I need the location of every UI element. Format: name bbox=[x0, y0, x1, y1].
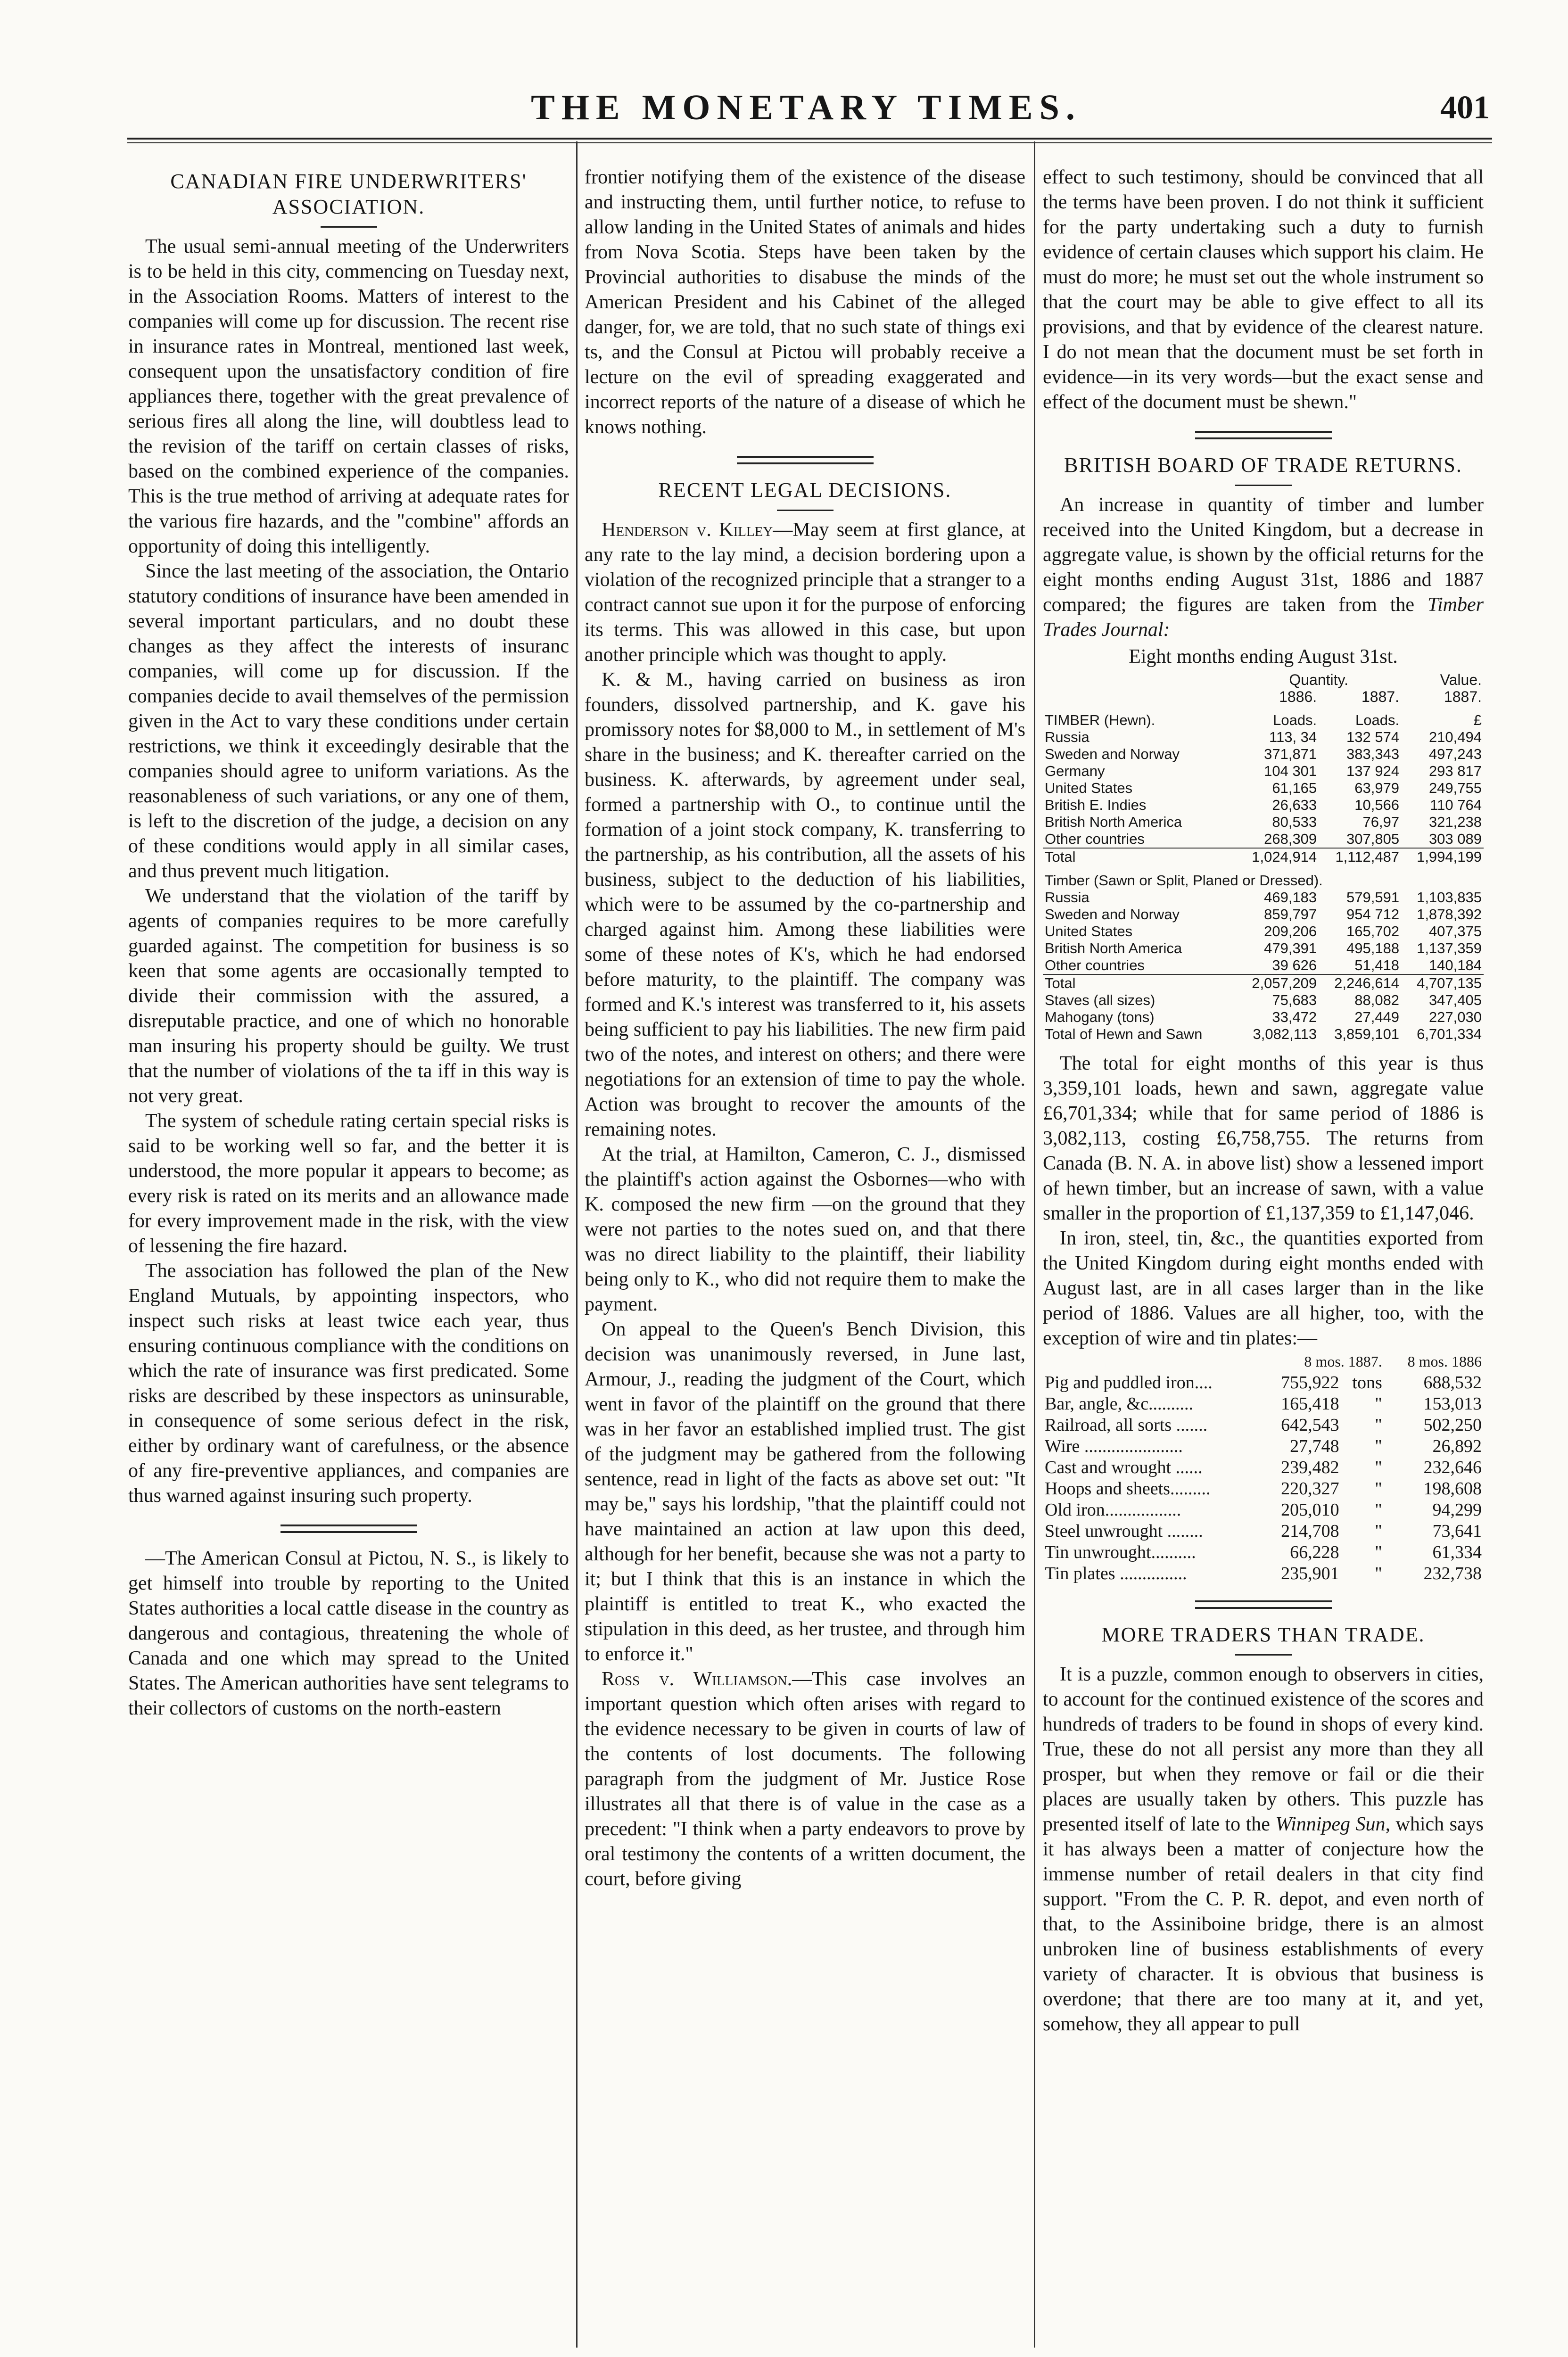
text: It is a puzzle, common enough to observers in cities, to account for the continued existence of the scores and hundreds of traders to be found in shops of every kind. True, these do not all persist any more than they all prosper, but when they remove or fail or die their places are usually taken by others. This puzzle has presented itself of late to the bbox=[1043, 1664, 1484, 1835]
unit: " bbox=[1375, 1564, 1382, 1583]
value-1886: 198,608 bbox=[1423, 1479, 1482, 1499]
short-rule bbox=[1235, 1654, 1292, 1656]
intro-text: An increase in quantity of timber and lumber received into the United Kingdom, but a decrease in aggregate value, is shown by the official returns for the eight months ending August 31st, 1886 and 1887 compared; the figures are taken from the bbox=[1043, 494, 1484, 616]
quantity-1887: 383,343 bbox=[1346, 746, 1400, 762]
table-row bbox=[1043, 923, 1484, 940]
table-caption: Eight months ending August 31st. bbox=[1129, 646, 1398, 668]
paragraph bbox=[585, 1667, 1025, 1892]
short-rule bbox=[777, 510, 834, 511]
table-row bbox=[1043, 1521, 1484, 1542]
value-1887: 239,482 bbox=[1281, 1458, 1339, 1477]
quantity-1887: 137 924 bbox=[1346, 763, 1400, 779]
table-row bbox=[1043, 992, 1484, 1009]
table-row bbox=[1043, 1542, 1484, 1563]
header-rule bbox=[127, 138, 1492, 140]
table-row bbox=[1043, 729, 1484, 746]
table-row bbox=[1043, 746, 1484, 763]
quantity-1887: 495,188 bbox=[1346, 940, 1400, 956]
page-number: 401 bbox=[1440, 90, 1490, 126]
unit: £ bbox=[1473, 712, 1482, 728]
unit: " bbox=[1375, 1415, 1382, 1435]
country-name: British North America bbox=[1045, 814, 1182, 830]
quantity-1887: 76,97 bbox=[1362, 814, 1400, 830]
value-1887: 66,228 bbox=[1290, 1542, 1339, 1562]
quantity-1886: 104 301 bbox=[1264, 763, 1317, 779]
table-row bbox=[1043, 889, 1484, 906]
page-header bbox=[123, 87, 1490, 144]
table-row bbox=[1043, 1457, 1484, 1478]
col-1886: 1886. bbox=[1279, 688, 1317, 705]
table-row bbox=[1043, 1009, 1484, 1026]
metals-table bbox=[1043, 1351, 1484, 1584]
quantity-1886: 113, 34 bbox=[1269, 729, 1317, 745]
country-name: United States bbox=[1045, 780, 1133, 796]
item-name: Staves (all sizes) bbox=[1045, 992, 1155, 1008]
value-1886: 232,646 bbox=[1423, 1458, 1482, 1477]
unit: " bbox=[1375, 1521, 1382, 1541]
quantity-1886: 61,165 bbox=[1272, 780, 1317, 796]
quantity-1886: 75,683 bbox=[1272, 992, 1317, 1008]
column-1 bbox=[128, 165, 569, 2333]
table-row bbox=[1043, 797, 1484, 814]
unit: " bbox=[1375, 1458, 1382, 1477]
paragraph: —The American Consul at Pictou, N. S., is likely to get himself into trouble by reporting to the United States authorities a local cattle disease in the country as dangerous and contagious, threatening the whole of Canada and one which may spread to the United States. The American authorities have sent telegrams to their collectors of customs on the north-eastern bbox=[128, 1548, 569, 1719]
section-label: TIMBER (Hewn). bbox=[1045, 712, 1155, 728]
col-value-1887: 1887. bbox=[1444, 688, 1482, 705]
item-name: Total of Hewn and Sawn bbox=[1045, 1026, 1203, 1042]
value-1887: 321,238 bbox=[1428, 814, 1482, 830]
quantity-1887: 51,418 bbox=[1354, 957, 1400, 973]
text: which says it has always been a matter of conjecture how the immense number of retail dealers in that city find support. "From the C. P. R. depot, and even north of that, to the Assiniboine bridge, there is an almost unbroken line of business establishments of every variety of character. It is obvious that business is overdone; that there are too many at it, and yet, somehow, they all appear to pull bbox=[1043, 1813, 1484, 2035]
country-name: Sweden and Norway bbox=[1045, 746, 1180, 762]
unit: " bbox=[1375, 1500, 1382, 1520]
value-1887: 1,103,835 bbox=[1417, 889, 1482, 906]
table-row bbox=[1043, 1372, 1484, 1393]
table-row bbox=[1043, 1436, 1484, 1457]
country-name: Germany bbox=[1045, 763, 1105, 779]
quantity-1886: 209,206 bbox=[1264, 923, 1317, 940]
column-divider bbox=[576, 141, 578, 2348]
value-1887: 347,405 bbox=[1428, 992, 1482, 1008]
unit: " bbox=[1375, 1542, 1382, 1562]
quantity-1886: 469,183 bbox=[1264, 889, 1317, 906]
section-divider bbox=[1195, 431, 1332, 439]
total-row bbox=[1043, 974, 1484, 992]
metal-name: Tin plates ............... bbox=[1045, 1564, 1187, 1583]
quantity-1887: 954 712 bbox=[1346, 906, 1400, 923]
value-1887: 4,707,135 bbox=[1401, 974, 1484, 992]
paragraph: frontier notifying them of the existence of the disease and instructing them, until further notice, to refuse to allow landing in the United States of animals and hides from Nova Scotia. Steps have been taken by the Provincial authorities to disabuse the minds of the American President and his Cabinet of the alleged danger, for, we are told, that no such state of things exi ts, and the Consul at Pictou will probably receive a lecture on the evil of spreading exaggerated and incorrect reports of the nature of a disease of which he knows nothing. bbox=[585, 166, 1025, 438]
value-1887: 227,030 bbox=[1428, 1009, 1482, 1025]
newspaper-name: Winnipeg Sun, bbox=[1275, 1813, 1391, 1835]
value-1887: 755,922 bbox=[1281, 1373, 1339, 1393]
col-8mos-1886: 8 mos. 1886 bbox=[1407, 1353, 1482, 1370]
value-1887: 165,418 bbox=[1281, 1394, 1339, 1414]
quantity-1886: 33,472 bbox=[1272, 1009, 1317, 1025]
value-1886: 688,532 bbox=[1423, 1373, 1482, 1393]
value-1887: 642,543 bbox=[1281, 1415, 1339, 1435]
article-heading: CANADIAN FIRE UNDERWRITERS' ASSOCIATION. bbox=[170, 170, 527, 218]
quantity-1886: 479,391 bbox=[1264, 940, 1317, 956]
table-row bbox=[1043, 780, 1484, 797]
country-name: United States bbox=[1045, 923, 1133, 940]
value-1887: 1,994,199 bbox=[1401, 848, 1484, 865]
paragraph: In iron, steel, tin, &c., the quantities exported from the United Kingdom during eight months ended with August last, are in all cases larger than in the like period of 1886. Values are all higher, too, with the exception of wire and tin plates:— bbox=[1043, 1228, 1484, 1349]
metal-name: Hoops and sheets......... bbox=[1045, 1479, 1211, 1499]
value-1887: 293 817 bbox=[1428, 763, 1482, 779]
article-heading: MORE TRADERS THAN TRADE. bbox=[1101, 1623, 1425, 1646]
value-1887: 6,701,334 bbox=[1417, 1026, 1482, 1042]
quantity-1886: 2,057,209 bbox=[1236, 974, 1319, 992]
metal-name: Cast and wrought ...... bbox=[1045, 1458, 1203, 1477]
country-name: Russia bbox=[1045, 889, 1089, 906]
unit: Loads. bbox=[1355, 712, 1400, 728]
value-1887: 140,184 bbox=[1428, 957, 1482, 973]
country-name: Total bbox=[1043, 848, 1236, 865]
paragraph bbox=[585, 518, 1025, 668]
quantity-1887: 88,082 bbox=[1354, 992, 1400, 1008]
value-1886: 232,738 bbox=[1423, 1564, 1482, 1583]
quantity-1887: 2,246,614 bbox=[1319, 974, 1401, 992]
country-name: British E. Indies bbox=[1045, 797, 1147, 813]
value-1887: 27,748 bbox=[1290, 1436, 1339, 1456]
unit: Loads. bbox=[1273, 712, 1317, 728]
quantity-1886: 3,082,113 bbox=[1253, 1026, 1317, 1042]
quantity-1886: 371,871 bbox=[1264, 746, 1317, 762]
unit: " bbox=[1375, 1394, 1382, 1414]
country-name: British North America bbox=[1045, 940, 1182, 956]
metal-name: Wire ...................... bbox=[1045, 1436, 1183, 1456]
case-text: —May seem at first glance, at any rate to the lay mind, a decision bordering upon a violation of the recognized principle that a stranger to a contract cannot sue upon it for the purpose of enforcing its terms. This was allowed in this case, but upon another principle which was thought to apply. bbox=[585, 519, 1025, 666]
table-row bbox=[1043, 940, 1484, 957]
quantity-1886: 80,533 bbox=[1272, 814, 1317, 830]
unit: tons bbox=[1352, 1373, 1382, 1393]
quantity-1886: 39 626 bbox=[1272, 957, 1317, 973]
value-1887: 497,243 bbox=[1428, 746, 1482, 762]
journal-name: Timber Trades Journal: bbox=[1043, 594, 1484, 641]
unit: " bbox=[1375, 1436, 1382, 1456]
paragraph: K. & M., having carried on business as iron founders, dissolved partnership, and K. gave his promissory notes for $8,000 to M., in settlement of M's share in the business; and K. thereafter carried on the business. K. afterwards, by agreement under seal, formed a partnership with O., to continue until the formation of a joint stock company, K. transferring to the partnership, as his contribution, all the assets of his business, subject to the deduction of his liabilities, which were to be assumed by the co-partnership and charged against him. Among these liabilities were some of these notes of K's, which he had endorsed before maturity, to the plaintiff. The company was formed and K.'s interest was transferred to it, his assets being sufficient to pay his liabilities. The new firm paid two of the notes, and interest on others; and there were negotiations for an extension of time to pay the whole. Action was brought to recover the amounts of the remaining notes. bbox=[585, 669, 1025, 1140]
metal-name: Steel unwrought ........ bbox=[1045, 1521, 1203, 1541]
country-name: Other countries bbox=[1045, 957, 1145, 973]
quantity-1886: 859,797 bbox=[1264, 906, 1317, 923]
paragraph bbox=[1043, 493, 1484, 643]
item-name: Mahogany (tons) bbox=[1045, 1009, 1155, 1025]
article-heading: BRITISH BOARD OF TRADE RETURNS. bbox=[1064, 453, 1462, 477]
paragraph bbox=[1043, 1662, 1484, 2037]
table-row bbox=[1043, 957, 1484, 974]
paragraph: On appeal to the Queen's Bench Division, this decision was unanimously reversed, in June last, Armour, J., reading the judgment of the Court, which went in favor of the plaintiff on the ground that there was in her favor an established implied trust. The gist of the judgment may be gathered from the following sentence, read in light of the facts as above set out: "It may be," says his lordship, "that the plaintiff could not have maintained an action at law upon this deed, although for her benefit, because she was not a party to it; but I think that this is an instance in which the plaintiff is entitled to treat K., who exacted the stipulation in this deed, as her trustee, and through him to enforce it." bbox=[585, 1319, 1025, 1665]
section-label: Timber (Sawn or Split, Planed or Dressed). bbox=[1045, 872, 1323, 889]
metal-name: Old iron................. bbox=[1045, 1500, 1181, 1520]
value-1887: 249,755 bbox=[1428, 780, 1482, 796]
value-1887: 407,375 bbox=[1428, 923, 1482, 940]
paragraph: The system of schedule rating certain special risks is said to be working well so far, and the better it is understood, the more popular it appears to become; as every risk is rated on its merits and an allowance made for every improvement made in the risk, with the view of lessening the fire hazard. bbox=[128, 1110, 569, 1257]
table-row bbox=[1043, 763, 1484, 780]
article-heading: RECENT LEGAL DECISIONS. bbox=[658, 478, 952, 502]
case-text: .—This case involves an important question which often arises with regard to the evidence necessary to be given in courts of law of the contents of lost documents. The following paragraph from the judgment of Mr. Justice Rose illustrates all that there is of value in the case as a precedent: "I think when a party endeavors to prove by oral testimony the contents of a written document, the court, before giving bbox=[585, 1668, 1025, 1890]
section-divider bbox=[737, 456, 874, 464]
paragraph: The association has followed the plan of the New England Mutuals, by appointing inspectors, who inspect such risks at least twice each year, thus ensuring continuous compliance with the conditions on which the rate of insurance was first predicated. Some risks are described by these inspectors as uninsurable, in consequence of some serious defect in the risk, either by ordinary want of carefulness, or the absence of any fire-preventive appliances, and companies are thus warned against insuring such property. bbox=[128, 1260, 569, 1507]
paragraph: The usual semi-annual meeting of the Underwriters is to be held in this city, commencing on Tuesday next, in the Association Rooms. Matters of interest to the companies will come up for discussion. The recent rise in insurance rates in Montreal, mentioned last week, consequent upon the unsatisfactory condition of fire appliances there, together with the great prevalence of serious fires all along the line, will doubtless lead to the revision of the tariff on certain classes of risks, based on the combined experience of the companies. This is the true method of arriving at adequate rates for the various fire hazards, and the "combine" affords an opportunity of doing this intelligently. bbox=[128, 236, 569, 557]
column-3 bbox=[1043, 165, 1484, 2333]
value-1886: 73,641 bbox=[1432, 1521, 1482, 1541]
paragraph: At the trial, at Hamilton, Cameron, C. J., dismissed the plaintiff's action against the Osbornes—who with K. composed the new firm —on the ground that they were not parties to the notes sued on, and that there was no direct liability to the plaintiff, their liability being only to K., who did not require them to make the payment. bbox=[585, 1144, 1025, 1315]
value-1887: 235,901 bbox=[1281, 1564, 1339, 1583]
value-1887: 303 089 bbox=[1428, 831, 1482, 847]
value-1887: 220,327 bbox=[1281, 1479, 1339, 1499]
col-group-value: Value. bbox=[1440, 671, 1482, 688]
col-1887: 1887. bbox=[1361, 688, 1400, 705]
value-1887: 210,494 bbox=[1428, 729, 1482, 745]
section-divider bbox=[1195, 1600, 1332, 1609]
total-row bbox=[1043, 848, 1484, 865]
country-name: Russia bbox=[1045, 729, 1089, 745]
value-1887: 205,010 bbox=[1281, 1500, 1339, 1520]
paragraph: The total for eight months of this year is thus 3,359,101 loads, hewn and sawn, aggregate value £6,701,334; while that for same period of 1886 is 3,082,113, costing £6,758,755. The returns from Canada (B. N. A. in above list) show a lessened import of hewn timber, but an increase of sawn, with a value smaller in the proportion of £1,137,359 to £1,147,046. bbox=[1043, 1053, 1484, 1224]
value-1887: 110 764 bbox=[1430, 797, 1482, 813]
col-group-quantity: Quantity. bbox=[1289, 671, 1349, 688]
header-rule-thin bbox=[127, 142, 1492, 143]
paragraph: Since the last meeting of the association, the Ontario statutory conditions of insurance have been amended in several important particulars, and no doubt these changes as they affect the interests of insuranc companies, will come up for discussion. If the companies decide to avail themselves of the permission given in the Act to vary these conditions under certain restrictions, we think it exceedingly desirable that the companies should agree to uniform variations. As the reasonableness of such variations, or any one of them, is left to the discretion of the judge, a decision on any of these conditions would apply in all similar cases, and thus prevent much litigation. bbox=[128, 560, 569, 882]
table-row bbox=[1043, 1393, 1484, 1415]
value-1887: 1,137,359 bbox=[1417, 940, 1482, 956]
quantity-1887: 579,591 bbox=[1346, 889, 1400, 906]
table-row bbox=[1043, 1415, 1484, 1436]
short-rule bbox=[321, 226, 377, 228]
country-name: Sweden and Norway bbox=[1045, 906, 1180, 923]
value-1886: 61,334 bbox=[1432, 1542, 1482, 1562]
metal-name: Tin unwrought.......... bbox=[1045, 1542, 1196, 1562]
timber-table bbox=[1043, 671, 1484, 1043]
quantity-1886: 1,024,914 bbox=[1236, 848, 1319, 865]
quantity-1887: 165,702 bbox=[1346, 923, 1400, 940]
quantity-1887: 132 574 bbox=[1346, 729, 1400, 745]
table-row bbox=[1043, 831, 1484, 848]
quantity-1886: 26,633 bbox=[1272, 797, 1317, 813]
country-name: Total bbox=[1043, 974, 1236, 992]
quantity-1887: 1,112,487 bbox=[1319, 848, 1401, 865]
table-row bbox=[1043, 1563, 1484, 1584]
paragraph: effect to such testimony, should be convinced that all the terms have been proven. I do not think it sufficient for the party undertaking such a duty to furnish evidence of certain clauses which support his claim. He must do more; he must set out the whole instrument so that the court may be able to give effect to all its provisions, and that by evidence of the clearest nature. I do not mean that the document must be set forth in evidence—in its very words—but the exact sense and effect of the document must be shewn." bbox=[1043, 166, 1484, 413]
table-row bbox=[1043, 1478, 1484, 1500]
table-row bbox=[1043, 1500, 1484, 1521]
column-2 bbox=[585, 165, 1025, 2333]
table-row bbox=[1043, 906, 1484, 923]
quantity-1887: 307,805 bbox=[1346, 831, 1400, 847]
metal-name: Pig and puddled iron.... bbox=[1045, 1373, 1213, 1393]
value-1887: 1,878,392 bbox=[1417, 906, 1482, 923]
column-divider bbox=[1034, 141, 1035, 2348]
quantity-1887: 63,979 bbox=[1354, 780, 1400, 796]
quantity-1886: 268,309 bbox=[1264, 831, 1317, 847]
col-8mos-1887: 8 mos. 1887. bbox=[1304, 1353, 1382, 1370]
section-divider bbox=[281, 1525, 417, 1533]
value-1886: 153,013 bbox=[1423, 1394, 1482, 1414]
value-1887: 214,708 bbox=[1281, 1521, 1339, 1541]
case-title: Henderson v. Killey bbox=[602, 519, 773, 541]
masthead-title: THE MONETARY TIMES. bbox=[531, 88, 1081, 127]
metal-name: Bar, angle, &c.......... bbox=[1045, 1394, 1194, 1414]
metal-name: Railroad, all sorts ....... bbox=[1045, 1415, 1208, 1435]
value-1886: 502,250 bbox=[1423, 1415, 1482, 1435]
value-1886: 26,892 bbox=[1432, 1436, 1482, 1456]
quantity-1887: 3,859,101 bbox=[1334, 1026, 1400, 1042]
short-rule bbox=[1235, 485, 1292, 486]
value-1886: 94,299 bbox=[1432, 1500, 1482, 1520]
paragraph: We understand that the violation of the tariff by agents of companies requires to be more carefully guarded against. The competition for business is so keen that some agents are occasionally tempted to divide their commission with the assured, a disreputable practice, and one of which no honorable man insuring his property should be guilty. We trust that the number of violations of the ta iff in this way is not very great. bbox=[128, 885, 569, 1107]
quantity-1887: 27,449 bbox=[1354, 1009, 1400, 1025]
unit: " bbox=[1375, 1479, 1382, 1499]
quantity-1887: 10,566 bbox=[1354, 797, 1400, 813]
case-title: Ross v. Williamson bbox=[602, 1668, 787, 1690]
table-row bbox=[1043, 814, 1484, 831]
country-name: Other countries bbox=[1045, 831, 1145, 847]
table-row bbox=[1043, 1026, 1484, 1043]
